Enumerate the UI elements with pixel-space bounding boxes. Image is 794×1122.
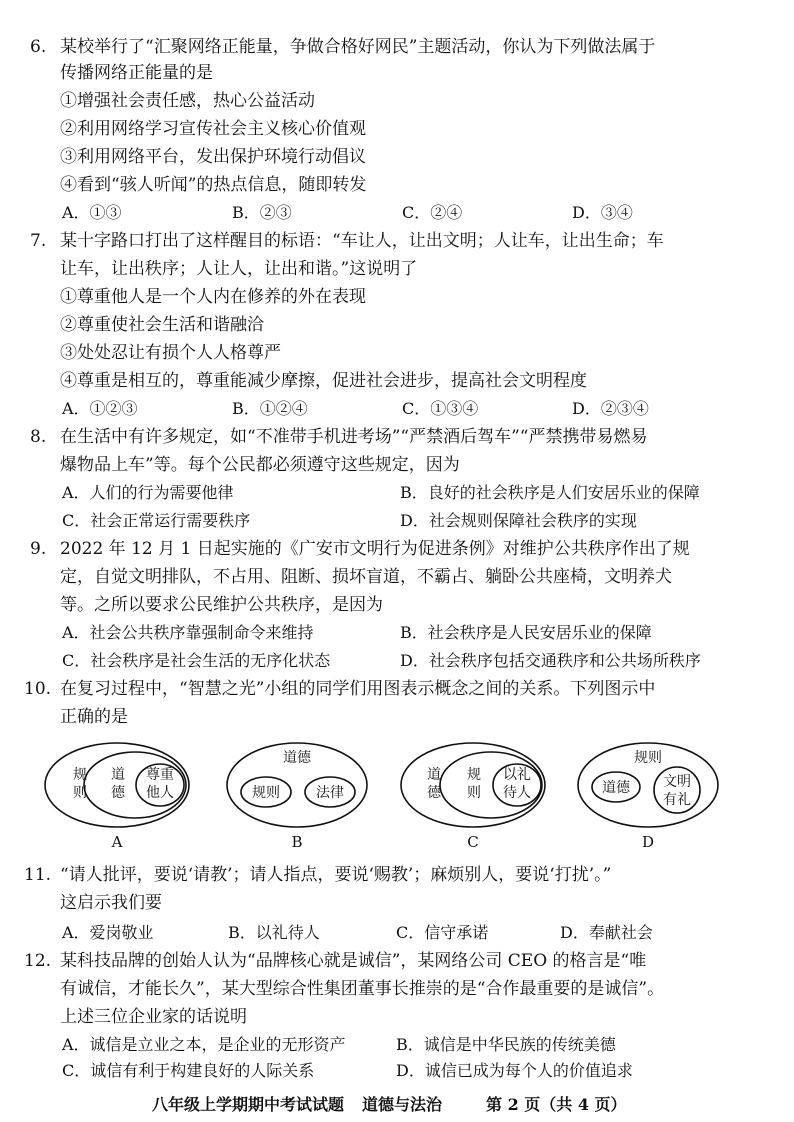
question-stem: 定，自觉文明排队，不占用、阻断、损坏盲道，不霸占、躺卧公共座椅，文明养犬 bbox=[60, 567, 672, 587]
option-b: B．①②④ bbox=[232, 399, 308, 418]
question-number: 6. bbox=[30, 37, 47, 57]
question-stem: 让车，让出秩序；人让人，让出和谐。”这说明了 bbox=[60, 259, 418, 279]
diagram-c-inner-line1: 以礼 bbox=[503, 767, 531, 783]
question-stem: 某校举行了“汇聚网络正能量，争做合格好网民”主题活动，你认为下列做法属于 bbox=[60, 37, 656, 57]
footer-subject: 道德与法治 bbox=[362, 1095, 443, 1114]
diagram-a-label: A bbox=[111, 833, 123, 851]
option-d: D．社会规则保障社会秩序的实现 bbox=[400, 511, 637, 530]
question-stem: 在生活中有许多规定，如“不准带手机进考场”“严禁酒后驾车”“严禁携带易燃易 bbox=[60, 427, 648, 447]
question-number: 7. bbox=[30, 231, 47, 251]
option-a: A．爱岗敬业 bbox=[62, 923, 154, 942]
diagram-a-outer-line2: 则 bbox=[73, 785, 87, 801]
statement-item: ③利用网络平台，发出保护环境行动倡议 bbox=[60, 147, 366, 167]
diagram-a-middle-line1: 道 bbox=[111, 767, 125, 783]
statement-item: ②尊重使社会生活和谐融洽 bbox=[60, 315, 264, 335]
question-stem: 爆物品上车”等。每个公民都必须遵守这些规定，因为 bbox=[60, 455, 460, 475]
diagram-d-label: D bbox=[641, 833, 655, 851]
option-b: B．②③ bbox=[232, 203, 292, 222]
statement-item: ①尊重他人是一个人内在修养的外在表现 bbox=[60, 287, 366, 307]
diagram-a-inner-line1: 尊重 bbox=[146, 767, 174, 783]
concept-diagrams bbox=[0, 735, 794, 860]
question-stem: 上述三位企业家的话说明 bbox=[60, 1007, 247, 1027]
option-c: C．②④ bbox=[402, 203, 463, 222]
question-stem: 在复习过程中，“智慧之光”小组的同学们用图表示概念之间的关系。下列图示中 bbox=[60, 679, 656, 699]
option-b: B．诚信是中华民族的传统美德 bbox=[396, 1035, 616, 1054]
option-a: A．社会公共秩序靠强制命令来维持 bbox=[62, 623, 314, 642]
statement-item: ③处处忍让有损个人人格尊严 bbox=[60, 343, 281, 363]
option-c: C．社会秩序是社会生活的无序化状态 bbox=[62, 651, 331, 670]
statement-item: ④看到“骇人听闻”的热点信息，随即转发 bbox=[60, 175, 367, 195]
option-a: A．①②③ bbox=[62, 399, 138, 418]
diagram-c-label: C bbox=[467, 833, 479, 851]
option-b: B．以礼待人 bbox=[228, 923, 320, 942]
diagram-d-left: 道德 bbox=[602, 780, 630, 796]
option-d: D．诚信已成为每个人的价值追求 bbox=[396, 1061, 633, 1080]
diagram-c-inner-line2: 待人 bbox=[503, 785, 531, 801]
diagram-c-middle-line2: 则 bbox=[467, 785, 481, 801]
option-c: C．社会正常运行需要秩序 bbox=[62, 511, 251, 530]
diagram-b-right: 法律 bbox=[316, 785, 344, 801]
diagram-c-outer-line2: 德 bbox=[427, 785, 441, 801]
question-stem: 某科技品牌的创始人认为“品牌核心就是诚信”，某网络公司 CEO 的格言是“唯 bbox=[60, 951, 647, 971]
question-stem: 这启示我们要 bbox=[60, 893, 162, 913]
option-c: C．信守承诺 bbox=[396, 923, 489, 942]
diagram-b-label: B bbox=[291, 833, 303, 851]
question-stem: 正确的是 bbox=[60, 707, 128, 727]
option-d: D．奉献社会 bbox=[560, 923, 653, 942]
diagram-c-middle-line1: 规 bbox=[467, 767, 481, 783]
question-number: 12. bbox=[24, 951, 52, 971]
question-number: 11. bbox=[24, 865, 52, 885]
option-c: C．诚信有利于构建良好的人际关系 bbox=[62, 1061, 315, 1080]
diagram-a-inner-line2: 他人 bbox=[146, 785, 174, 801]
statement-item: ①增强社会责任感，热心公益活动 bbox=[60, 91, 315, 111]
footer-page-number: 第 2 页（共 4 页） bbox=[486, 1095, 627, 1114]
footer-exam-title: 八年级上学期期中考试试题 bbox=[152, 1095, 345, 1114]
option-a: A．①③ bbox=[62, 203, 122, 222]
option-d: D．社会秩序包括交通秩序和公共场所秩序 bbox=[400, 651, 701, 670]
question-stem: 有诚信，才能长久”，某大型综合性集团董事长推崇的是“合作最重要的是诚信”。 bbox=[60, 979, 665, 999]
diagram-d-right-line2: 有礼 bbox=[663, 792, 691, 808]
question-stem: 2022 年 12 月 1 日起实施的《广安市文明行为促进条例》对维护公共秩序作出了规 bbox=[60, 539, 690, 559]
diagram-d-outer: 规则 bbox=[634, 750, 662, 766]
question-stem: 某十字路口打出了这样醒目的标语：“车让人，让出文明；人让车，让出生命；车 bbox=[60, 231, 664, 251]
statement-item: ②利用网络学习宣传社会主义核心价值观 bbox=[60, 119, 366, 139]
diagram-d-right-line1: 文明 bbox=[663, 774, 691, 790]
option-a: A．人们的行为需要他律 bbox=[62, 483, 234, 502]
question-number: 9. bbox=[30, 539, 47, 559]
option-c: C．①③④ bbox=[402, 399, 479, 418]
diagram-a-outer-line1: 规 bbox=[73, 767, 87, 783]
question-stem: “请人批评，要说‘请教’；请人指点，要说‘赐教’；麻烦别人，要说‘打扰’。” bbox=[60, 865, 612, 885]
option-a: A．诚信是立业之本，是企业的无形资产 bbox=[62, 1035, 346, 1054]
diagram-a-middle-line2: 德 bbox=[111, 785, 125, 801]
option-b: B．社会秩序是人民安居乐业的保障 bbox=[400, 623, 652, 642]
diagram-b-outer: 道德 bbox=[283, 750, 311, 766]
option-d: D．②③④ bbox=[572, 399, 649, 418]
option-d: D．③④ bbox=[572, 203, 633, 222]
question-number: 8. bbox=[30, 427, 47, 447]
question-stem: 传播网络正能量的是 bbox=[60, 63, 213, 83]
statement-item: ④尊重是相互的，尊重能减少摩擦，促进社会进步，提高社会文明程度 bbox=[60, 371, 587, 391]
question-stem: 等。之所以要求公民维护公共秩序，是因为 bbox=[60, 595, 383, 615]
diagram-c-outer-line1: 道 bbox=[427, 767, 441, 783]
option-b: B．良好的社会秩序是人们安居乐业的保障 bbox=[400, 483, 700, 502]
question-number: 10. bbox=[24, 679, 52, 699]
diagram-b-left: 规则 bbox=[252, 785, 280, 801]
